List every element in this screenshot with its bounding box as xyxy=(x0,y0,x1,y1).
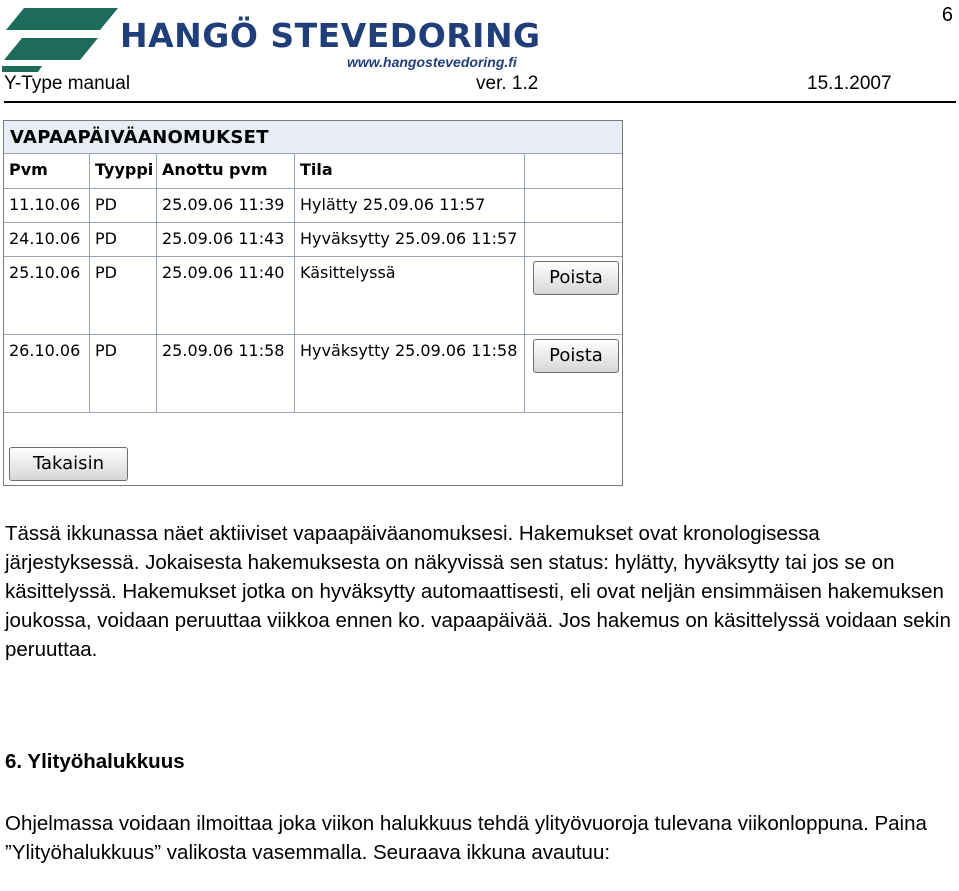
table-row xyxy=(4,334,622,413)
table-row xyxy=(4,256,622,335)
cell-anottu: 25.09.06 11:58 xyxy=(157,335,295,413)
column-header-pvm: Pvm xyxy=(4,154,90,189)
logo-name: HANGÖ STEVEDORING xyxy=(120,16,541,55)
page-number: 6 xyxy=(941,4,953,26)
cell-anottu: 25.09.06 11:43 xyxy=(157,223,295,257)
table-row xyxy=(4,188,622,223)
cell-action xyxy=(525,189,622,223)
document-header xyxy=(4,73,956,103)
table-header-row xyxy=(4,153,622,189)
cell-action xyxy=(525,223,622,257)
cell-anottu: 25.09.06 11:39 xyxy=(157,189,295,223)
overtime-paragraph: Ohjelmassa voidaan ilmoittaa joka viikon halukkuus tehdä ylityövuoroja tulevana viikonloppuna. Paina ”Ylityöhalukkuus” valikosta vasemmalla. Seuraava ikkuna avautuu: xyxy=(5,812,927,864)
column-header-tila: Tila xyxy=(295,154,525,189)
logo-mark-icon xyxy=(2,2,120,72)
delete-request-button[interactable]: Poista xyxy=(533,339,619,373)
cell-tyyppi: PD xyxy=(90,335,157,413)
company-logo xyxy=(2,2,562,72)
section-heading: 6. Ylityöhalukkuus xyxy=(5,750,185,773)
cell-tila: Hyväksytty 25.09.06 11:57 xyxy=(295,223,525,257)
cell-pvm: 11.10.06 xyxy=(4,189,90,223)
cell-tila: Käsittelyssä xyxy=(295,257,525,335)
column-header-tyyppi: Tyyppi xyxy=(90,154,157,189)
cell-tyyppi: PD xyxy=(90,223,157,257)
table-bottom-border xyxy=(4,412,622,413)
column-header-action xyxy=(525,154,622,189)
table-row xyxy=(4,222,622,257)
cell-tyyppi: PD xyxy=(90,189,157,223)
manual-title: Y-Type manual xyxy=(4,73,131,94)
delete-request-button[interactable]: Poista xyxy=(533,261,619,295)
leave-requests-panel xyxy=(3,120,623,486)
back-button[interactable]: Takaisin xyxy=(9,447,128,481)
cell-action xyxy=(525,335,622,413)
cell-pvm: 26.10.06 xyxy=(4,335,90,413)
cell-tyyppi: PD xyxy=(90,257,157,335)
cell-tila: Hyväksytty 25.09.06 11:58 xyxy=(295,335,525,413)
column-header-anottu: Anottu pvm xyxy=(157,154,295,189)
cell-pvm: 24.10.06 xyxy=(4,223,90,257)
panel-title: VAPAAPÄIVÄANOMUKSET xyxy=(4,121,622,153)
cell-anottu: 25.09.06 11:40 xyxy=(157,257,295,335)
description-paragraph: Tässä ikkunassa näet aktiiviset vapaapäiväanomuksesi. Hakemukset ovat kronologisessa järjestyksessä. Jokaisesta hakemuksesta on näkyvissä sen status: hylätty, hyväksytty tai jos se on käsittelyssä. Hakemukset jotka on hyväksytty automaattisesti, eli ovat neljän ensimmäisen hakemuksen joukossa, voidaan peruuttaa viikkoa ennen ko. vapaapäivää. Jos hakemus on käsittelyssä voidaan sekin peruuttaa. xyxy=(5,522,951,661)
logo-url: www.hangostevedoring.fi xyxy=(347,54,517,70)
manual-version: ver. 1.2 xyxy=(476,73,539,94)
cell-action xyxy=(525,257,622,335)
manual-date: 15.1.2007 xyxy=(807,73,892,94)
cell-pvm: 25.10.06 xyxy=(4,257,90,335)
cell-tila: Hylätty 25.09.06 11:57 xyxy=(295,189,525,223)
